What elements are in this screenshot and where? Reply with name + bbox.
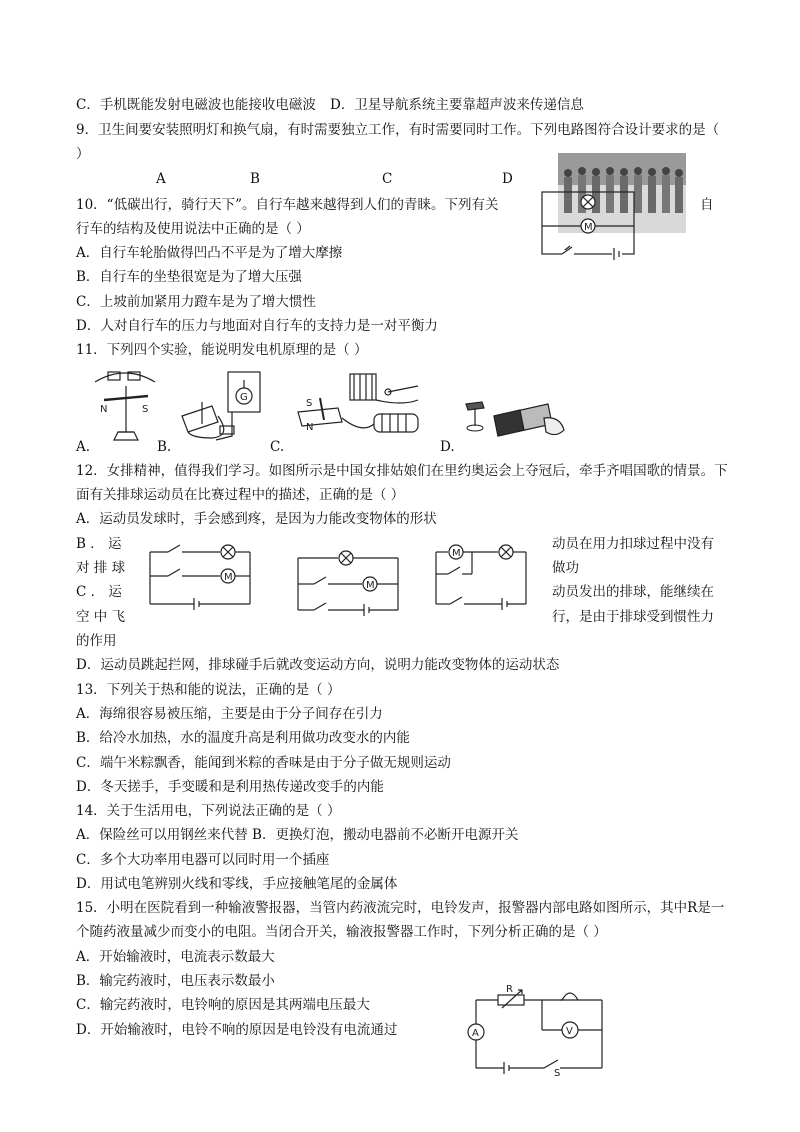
q11-stem: 11．下列四个实验，能说明发电机原理的是（ ） — [76, 342, 368, 358]
svg-text:S: S — [142, 404, 149, 415]
q12-option-c-right-2: 行，是由于排球受到惯性力 — [552, 609, 714, 625]
q15-stem: 15．小明在医院看到一种输液警报器，当管内药液流完时，电铃发声，报警器内部电路如图所示，其中R是一 — [76, 900, 725, 916]
q9-circuit-d — [540, 190, 640, 260]
q12-option-b-right-2: 做功 — [552, 560, 579, 576]
svg-text:M: M — [584, 222, 593, 233]
svg-text:N: N — [100, 404, 108, 415]
q8-option-d: D．卫星导航系统主要靠超声波来传递信息 — [330, 97, 584, 113]
q12-option-c-right: 动员发出的排球，能继续在 — [552, 584, 714, 600]
q9-circuit-c — [432, 540, 532, 610]
q9-circuit-a — [146, 540, 256, 610]
q10-option-a: A．自行车轮胎做得凹凸不平是为了增大摩擦 — [76, 245, 343, 261]
q13-option-c: C．端午米粽飘香，能闻到米粽的香味是由于分子做无规则运动 — [76, 755, 451, 771]
q11-experiment-a — [90, 366, 160, 446]
q9-stem-end: ） — [76, 146, 90, 162]
q11-experiment-d — [460, 396, 570, 446]
q10-option-c: C．上坡前加紧用力蹬车是为了增大惯性 — [76, 294, 316, 310]
q13-option-b: B．给冷水加热，水的温度升高是利用做功改变水的内能 — [76, 730, 410, 746]
q15-option-b: B．输完药液时，电压表示数最小 — [76, 973, 275, 989]
q15-option-a: A．开始输液时，电流表示数最大 — [76, 949, 275, 965]
q12-option-c-left-2: 空 中 飞 — [76, 609, 126, 625]
q13-stem: 13．下列关于热和能的说法，正确的是（ ） — [76, 682, 341, 698]
svg-text:N: N — [306, 422, 314, 433]
voltmeter-label: V — [566, 1026, 573, 1037]
q12-stem-2: 面有关排球运动员在比赛过程中的描述，正确的是（ ） — [76, 487, 405, 503]
q11-experiment-c — [292, 370, 432, 446]
svg-text:M: M — [224, 572, 233, 583]
q12-option-d: D．运动员跳起拦网，排球碰手后就改变运动方向，说明力能改变物体的运动状态 — [76, 657, 560, 673]
q10-option-b: B．自行车的坐垫很宽是为了增大压强 — [76, 269, 302, 285]
q10-option-d: D．人对自行车的压力与地面对自行车的支持力是一对平衡力 — [76, 318, 438, 334]
q12-option-c-left: C ． 运 — [76, 584, 122, 600]
q8-option-c: C．手机既能发射电磁波也能接收电磁波 — [76, 97, 316, 113]
svg-text:M: M — [366, 580, 375, 591]
q14-option-c: C．多个大功率用电器可以同时用一个插座 — [76, 852, 330, 868]
svg-text:M: M — [452, 548, 461, 559]
q9-stem: 9．卫生间要安装照明灯和换气扇，有时需要独立工作，有时需要同时工作。下列电路图符合设计要求的是（ — [76, 122, 720, 138]
q11-experiment-b — [172, 366, 272, 446]
q12-option-a: A．运动员发球时，手会感到疼，是因为力能改变物体的形状 — [76, 511, 437, 527]
q10-stem: 10．“低碳出行，骑行天下”。自行车越来越得到人们的青睐。下列有关 — [76, 197, 499, 213]
q15-option-c: C．输完药液时，电铃响的原因是其两端电压最大 — [76, 997, 370, 1013]
q11-label-c: C. — [270, 439, 285, 455]
svg-text:S: S — [306, 398, 313, 409]
q9-label-a: A — [156, 171, 166, 187]
q12-option-c-left-3: 的作用 — [76, 633, 117, 649]
q14-stem: 14．关于生活用电，下列说法正确的是（ ） — [76, 803, 341, 819]
q12-stem: 12．女排精神，值得我们学习。如图所示是中国女排姑娘们在里约奥运会上夺冠后，牵手齐唱国歌的情景。下 — [76, 463, 728, 479]
q14-option-ab: A．保险丝可以用钢丝来代替 B．更换灯泡，搬动电器前不必断开电源开关 — [76, 827, 519, 843]
q9-label-b: B — [250, 171, 260, 187]
q13-option-d: D．冬天搓手，手变暖和是利用热传递改变手的内能 — [76, 779, 384, 795]
q12-option-b-right: 动员在用力扣球过程中没有 — [552, 536, 714, 552]
resistor-label: R — [506, 984, 513, 995]
q12-option-b-left: B ． 运 — [76, 536, 122, 552]
q15-option-d: D．开始输液时，电铃不响的原因是电铃没有电流通过 — [76, 1022, 398, 1038]
q15-alarm-circuit — [460, 984, 620, 1079]
ammeter-label: A — [472, 1028, 479, 1039]
q12-option-b-left-2: 对 排 球 — [76, 560, 126, 576]
svg-text:G: G — [240, 392, 248, 403]
q9-label-c: C — [382, 171, 393, 187]
q9-circuit-b — [294, 544, 404, 614]
q15-stem-2: 个随药液量减少而变小的电阻。当闭合开关，输液报警器工作时，下列分析正确的是（ ） — [76, 924, 607, 940]
q11-label-a: A. — [76, 439, 91, 455]
q13-option-a: A．海绵很容易被压缩，主要是由于分子间存在引力 — [76, 706, 383, 722]
q14-option-d: D．用试电笔辨别火线和零线，手应接触笔尾的金属体 — [76, 876, 398, 892]
q11-label-d: D. — [440, 439, 455, 455]
q9-label-d: D — [502, 171, 513, 187]
q11-label-b: B. — [157, 439, 172, 455]
q10-stem-2: 行车的结构及使用说法中正确的是（ ） — [76, 221, 310, 237]
switch-label: S — [554, 1068, 561, 1079]
q10-stem-tail: 自 — [700, 197, 714, 213]
